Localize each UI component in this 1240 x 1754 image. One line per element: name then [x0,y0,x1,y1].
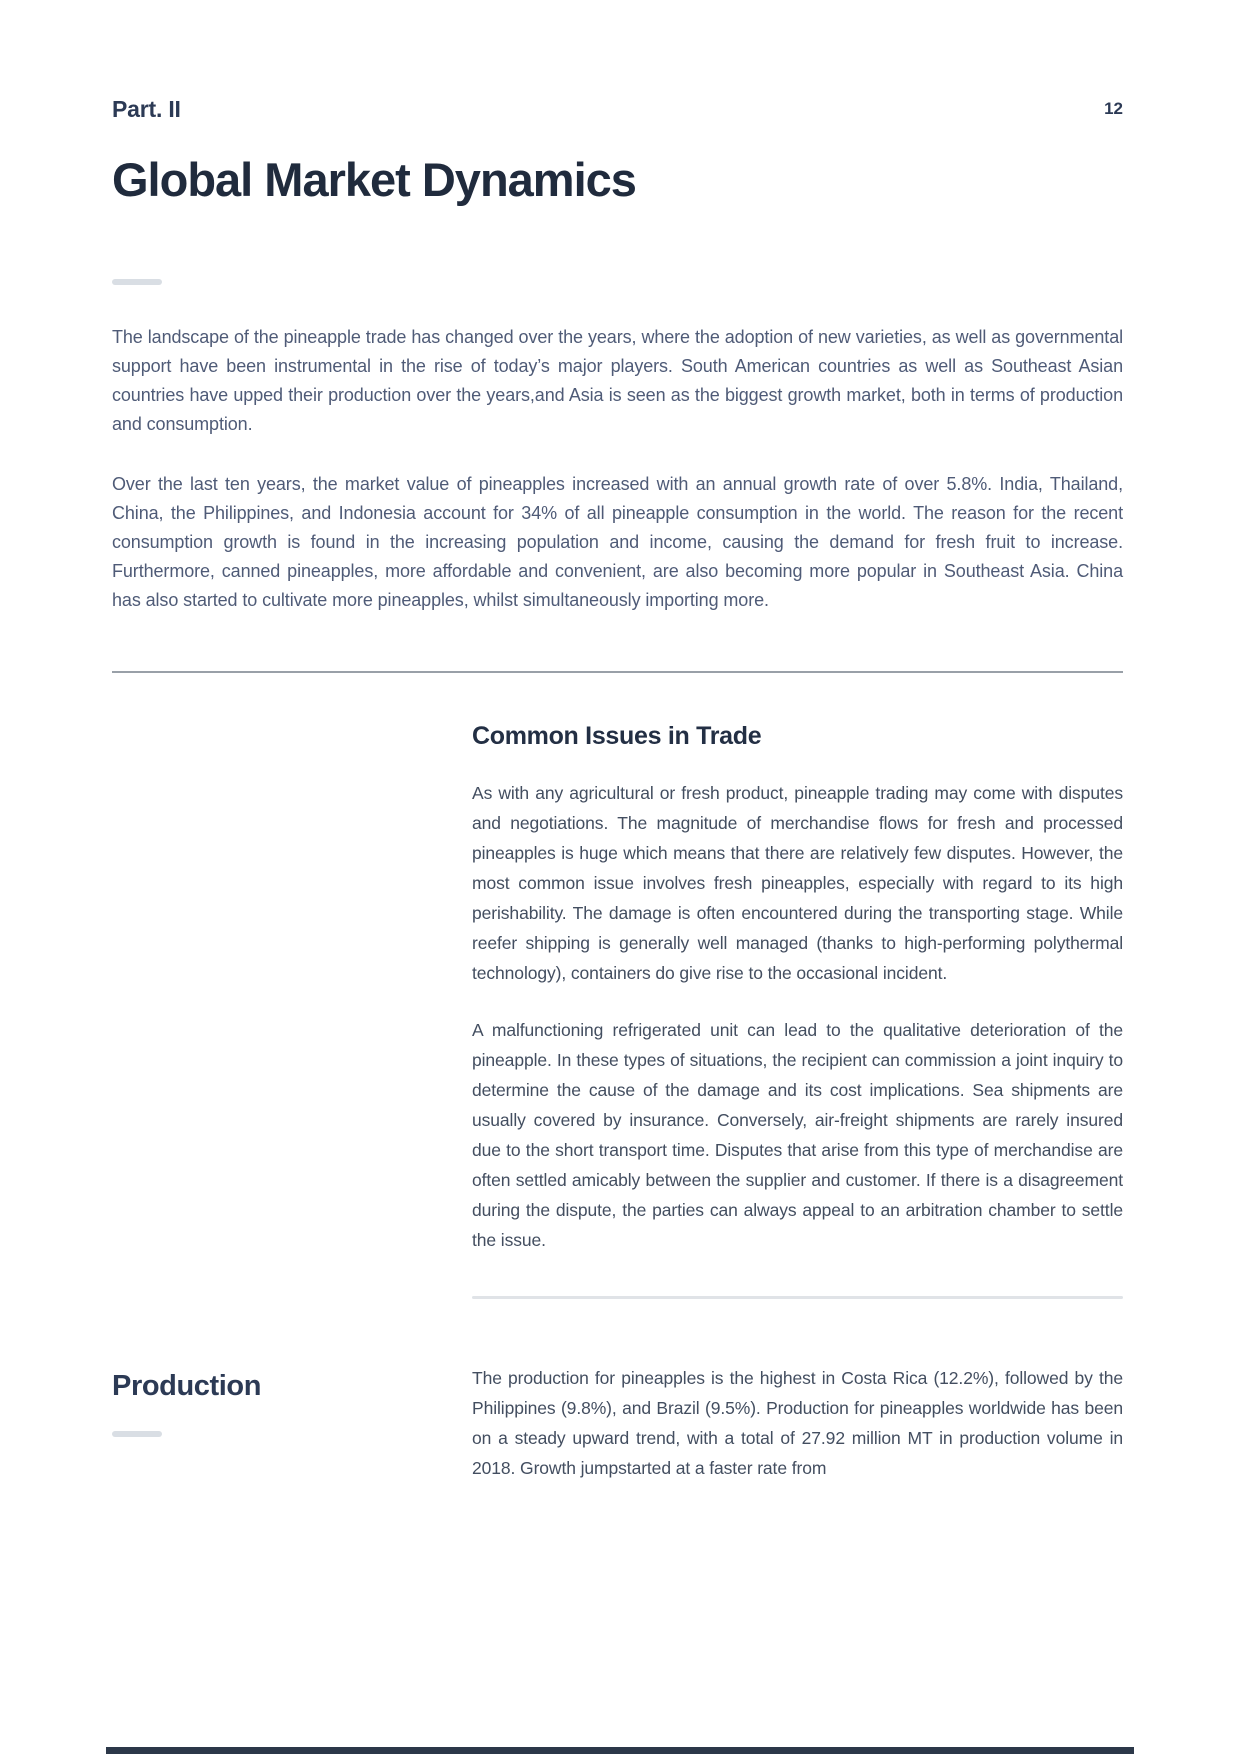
common-issues-section [472,721,1123,1299]
column-divider [472,1296,1123,1299]
common-issues-paragraph-2: A malfunctioning refrigerated unit can lead to the qualitative deterioration of the pineapple. In these types of situations, the recipient can commission a joint inquiry to determine the cause of the damage and its cost implications. Sea shipments are usually covered by insurance. Conversely, air-freight shipments are rarely insured due to the short transport time. Disputes that arise from this type of merchandise are often settled amicably between the supplier and customer. If there is a disagreement during the dispute, the parties can always appeal to an arbitration chamber to settle the issue. [472,1020,1123,1250]
production-accent-dash [112,1431,162,1437]
intro-section [112,323,1123,615]
page-footer-rule [106,1747,1134,1754]
common-issues-paragraph-1: As with any agricultural or fresh product, pineapple trading may come with disputes and negotiations. The magnitude of merchandise flows for fresh and processed pineapples is huge which means that there are relatively few disputes. However, the most common issue involves fresh pineapples, especially with regard to its high perishability. The damage is often encountered during the transporting stage. While reefer shipping is generally well managed (thanks to high-performing polythermal technology), containers do give rise to the occasional incident. [472,783,1123,983]
page-header [112,96,1123,123]
production-section [112,1363,1123,1483]
page-content [112,0,1123,1483]
production-paragraph: The production for pineapples is the highest in Costa Rica (12.2%), followed by the Philippines (9.8%), and Brazil (9.5%). Production for pineapples worldwide has been on a steady upward trend, with a total of 27.92 million MT in production volume in 2018. Growth jumpstarted at a faster rate from [472,1368,1123,1478]
title-accent-dash [112,279,162,285]
intro-paragraph-2: Over the last ten years, the market value of pineapples increased with an annual growth rate of over 5.8%. India, Thailand, China, the Philippines, and Indonesia account for 34% of all pineapple consumption in the world. The reason for the recent consumption growth is found in the increasing population and income, causing the demand for fresh fruit to increase. Furthermore, canned pineapples, more affordable and convenient, are also becoming more popular in Southeast Asia. China has also started to cultivate more pineapples, whilst simultaneously importing more. [112,474,1123,610]
production-text-block [472,1363,1123,1483]
part-label: Part. II [112,96,181,122]
section-divider [112,671,1123,673]
common-issues-heading: Common Issues in Trade [472,722,762,750]
intro-paragraph-1: The landscape of the pineapple trade has changed over the years, where the adoption of new varieties, as well as governmental support have been instrumental in the rise of today’s major players. South American countries as well as Southeast Asian countries have upped their production over the years,and Asia is seen as the biggest growth market, both in terms of production and consumption. [112,327,1123,434]
production-heading-block [112,1363,472,1483]
production-heading: Production [112,1370,262,1402]
page-number: 12 [1104,99,1123,118]
page-title: Global Market Dynamics [112,153,636,206]
